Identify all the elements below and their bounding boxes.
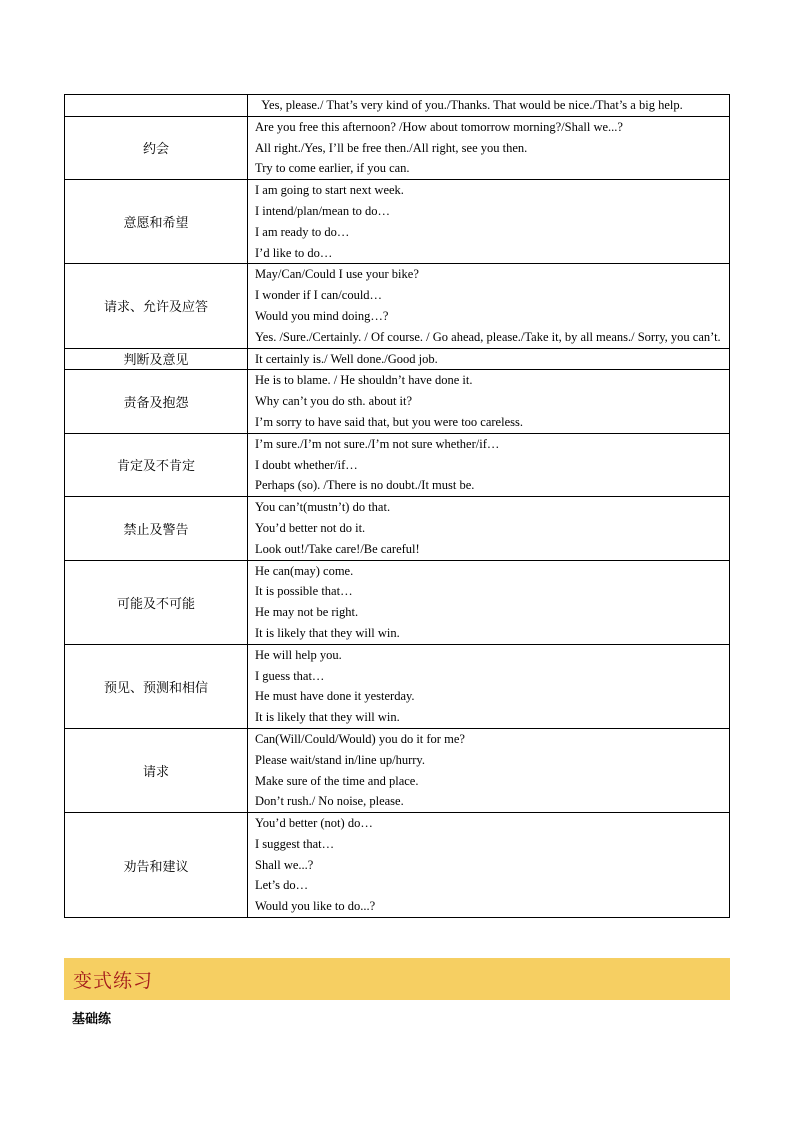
- expression-line: I doubt whether/if…: [255, 457, 358, 472]
- expression-line: All right./Yes, I’ll be free then./All right, see you then.: [255, 140, 528, 155]
- topic-cell: [65, 95, 248, 117]
- table-row: [65, 116, 730, 179]
- expressions-cell: [248, 497, 730, 560]
- topic-cell: 请求: [65, 728, 248, 812]
- topic-cell: 禁止及警告: [65, 497, 248, 560]
- subsection-title: 基础练: [72, 1012, 112, 1027]
- expression-line: Perhaps (so). /There is no doubt./It must be.: [255, 478, 475, 493]
- table-row: [65, 813, 730, 918]
- expression-line: Yes. /Sure./Certainly. / Of course. / Go ahead, please./Take it, by all means./ Sorry, you can’t.: [255, 329, 721, 344]
- expression-line: He may not be right.: [255, 605, 359, 620]
- topic-cell: 可能及不可能: [65, 560, 248, 644]
- topic-cell: 劝告和建议: [65, 813, 248, 918]
- expression-line: Would you mind doing…?: [255, 308, 389, 323]
- expression-line: Shall we...?: [255, 857, 314, 872]
- expression-line: He can(may) come.: [255, 563, 354, 578]
- expression-line: I am ready to do…: [255, 224, 350, 239]
- section-title: 变式练习: [73, 970, 154, 992]
- expression-line: Would you like to do...?: [255, 899, 376, 914]
- expression-line: You’d better (not) do…: [255, 816, 373, 831]
- table-row: [65, 433, 730, 496]
- expression-line: Let’s do…: [255, 878, 309, 893]
- communication-phrases-table: [64, 94, 730, 918]
- expressions-cell: [248, 116, 730, 179]
- expression-line: Yes, please./ That’s very kind of you./Thanks. That would be nice./That’s a big help.: [255, 98, 683, 112]
- table-row: [65, 95, 730, 117]
- expression-line: It is possible that…: [255, 584, 353, 599]
- expression-line: Look out!/Take care!/Be careful!: [255, 541, 420, 556]
- expressions-cell: [248, 433, 730, 496]
- expression-line: I’d like to do…: [255, 245, 333, 260]
- table-row: [65, 728, 730, 812]
- expressions-cell: [248, 180, 730, 264]
- table-row: [65, 560, 730, 644]
- expressions-cell: [248, 813, 730, 918]
- expression-line: It is likely that they will win.: [255, 710, 400, 725]
- expression-line: I intend/plan/mean to do…: [255, 203, 391, 218]
- expression-line: Are you free this afternoon? /How about tomorrow morning?/Shall we...?: [255, 119, 623, 134]
- topic-cell: 意愿和希望: [65, 180, 248, 264]
- expression-line: It is likely that they will win.: [255, 625, 400, 640]
- table-body: [65, 95, 730, 918]
- expression-line: Make sure of the time and place.: [255, 773, 419, 788]
- expressions-cell: [248, 264, 730, 348]
- expression-line: You can’t(mustn’t) do that.: [255, 500, 391, 515]
- expression-line: It certainly is./ Well done./Good job.: [255, 351, 438, 366]
- topic-cell: 判断及意见: [65, 348, 248, 370]
- table-row: [65, 644, 730, 728]
- table-row: [65, 180, 730, 264]
- topic-cell: 责备及抱怨: [65, 370, 248, 433]
- expressions-cell: [248, 95, 730, 117]
- expression-line: I’m sorry to have said that, but you were too careless.: [255, 414, 523, 429]
- expression-line: I wonder if I can/could…: [255, 288, 383, 303]
- expression-line: May/Can/Could I use your bike?: [255, 267, 419, 282]
- section-banner: [64, 958, 730, 1000]
- expressions-cell: [248, 644, 730, 728]
- expression-line: Don’t rush./ No noise, please.: [255, 794, 404, 809]
- expressions-cell: [248, 728, 730, 812]
- expression-line: I suggest that…: [255, 836, 335, 851]
- expressions-cell: [248, 348, 730, 370]
- expressions-cell: [248, 370, 730, 433]
- expression-line: He will help you.: [255, 647, 342, 662]
- expression-line: You’d better not do it.: [255, 520, 366, 535]
- expression-line: Try to come earlier, if you can.: [255, 161, 410, 176]
- table-row: [65, 348, 730, 370]
- expression-line: He must have done it yesterday.: [255, 689, 415, 704]
- expression-line: I guess that…: [255, 668, 325, 683]
- expression-line: Can(Will/Could/Would) you do it for me?: [255, 731, 465, 746]
- expression-line: Please wait/stand in/line up/hurry.: [255, 752, 425, 767]
- table-row: [65, 370, 730, 433]
- expression-line: He is to blame. / He shouldn’t have done it.: [255, 373, 473, 388]
- topic-cell: 请求、允许及应答: [65, 264, 248, 348]
- topic-cell: 约会: [65, 116, 248, 179]
- expressions-cell: [248, 560, 730, 644]
- expression-line: I am going to start next week.: [255, 183, 404, 198]
- topic-cell: 预见、预测和相信: [65, 644, 248, 728]
- table-row: [65, 497, 730, 560]
- topic-cell: 肯定及不肯定: [65, 433, 248, 496]
- expression-line: I’m sure./I’m not sure./I’m not sure whether/if…: [255, 436, 500, 451]
- expression-line: Why can’t you do sth. about it?: [255, 394, 413, 409]
- table-row: [65, 264, 730, 348]
